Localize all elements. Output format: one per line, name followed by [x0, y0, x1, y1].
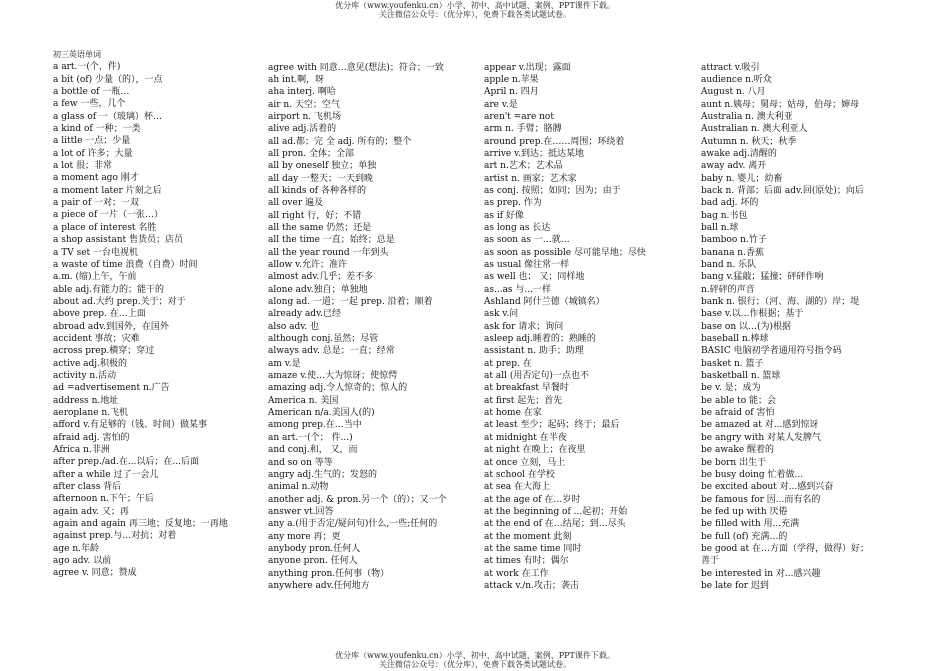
vocab-entry: at times 有时；偶尔 — [484, 556, 569, 567]
vocab-entry: a waste of time 浪费（自费）时间 — [53, 259, 198, 270]
vocab-entry: n.砰砰的声音 — [701, 284, 755, 295]
vocab-entry: at least 至少；起码；终于；最后 — [484, 420, 620, 431]
vocab-entry: are v.是 — [484, 99, 518, 110]
vocab-entry: appear v.出现；露面 — [484, 62, 571, 73]
footer-line-2: 关注微信公众号：（优分库），免费下载各类试题试卷。 — [379, 660, 571, 669]
vocab-entry: aeroplane n.飞机 — [53, 407, 129, 418]
vocab-entry: able adj.有能力的；能干的 — [53, 284, 164, 295]
vocab-entry: at the same time 同时 — [484, 543, 582, 554]
vocab-entry: after a while 过了一会儿 — [53, 469, 159, 480]
vocab-entry: a moment ago 刚才 — [53, 173, 139, 184]
vocab-entry: am v.是 — [268, 358, 301, 369]
vocab-entry: always adv. 总是；一直；经常 — [268, 346, 395, 357]
vocab-entry: at midnight 在半夜 — [484, 432, 567, 443]
vocab-entry: after class 背后 — [53, 482, 122, 493]
vocab-entry: as soon as possible 尽可能早地；尽快 — [484, 247, 646, 258]
vocab-entry: all pron. 全体；全部 — [268, 148, 354, 159]
vocab-entry: all over 遍及 — [268, 198, 323, 209]
vocab-entry: America n. 美国 — [268, 395, 339, 406]
vocab-entry: be excited about 对...感到兴奋 — [701, 482, 834, 493]
vocab-entry: anyone pron. 任何人 — [268, 556, 358, 567]
vocab-entry: attack v./n.攻击；袭击 — [484, 580, 579, 591]
vocab-entry: be good at 在…方面（学得，做得）好； — [701, 543, 870, 554]
vocab-entry: ah int.啊，呀 — [268, 74, 325, 85]
vocab-entry: a little 一点；少量 — [53, 136, 131, 147]
vocab-entry: be v. 是；成为 — [701, 383, 761, 394]
vocab-entry: base v.以...作根据；基于 — [701, 309, 804, 320]
vocab-entry: away adv. 离开 — [701, 161, 767, 172]
vocab-entry: BASIC 电脑初学者通用符号指令码 — [701, 346, 842, 357]
vocab-entry: across prep.横穿；穿过 — [53, 346, 155, 357]
vocab-entry: base on 以…(为)根据 — [701, 321, 792, 332]
vocab-entry: after prep./ad.在...以后；在...后面 — [53, 457, 199, 468]
vocab-entry: assistant n. 助手；助理 — [484, 346, 584, 357]
vocab-entry: attract v.吸引 — [701, 62, 760, 73]
vocab-entry: at home 在家 — [484, 408, 542, 419]
vocab-entry: as...as 与...一样 — [484, 284, 551, 295]
vocab-entry: at breakfast 早餐时 — [484, 383, 569, 394]
vocab-entry: ago adv. 以前 — [53, 556, 112, 567]
vocab-entry: ball n.球 — [701, 222, 739, 233]
vocab-entry: agree with 同意…意见(想法)；符合；一致 — [268, 62, 444, 73]
vocab-entry: American n/a.美国人(的) — [268, 408, 375, 419]
vocab-entry: angry adj.生气的；发怒的 — [268, 469, 377, 480]
vocab-column-3 — [484, 62, 684, 593]
vocab-entry: ad =advertisement n.广告 — [53, 383, 170, 394]
vocab-entry: all right 行，好；不错 — [268, 210, 362, 221]
vocab-entry: ask v.问 — [484, 309, 519, 320]
vocab-entry: at first 起先；首先 — [484, 395, 563, 406]
vocab-entry: a shop assistant 售货员；店员 — [53, 235, 184, 246]
vocab-entry: 善于 — [701, 556, 720, 567]
vocab-entry: although conj.虽然；尽管 — [268, 334, 379, 345]
vocab-entry: amazing adj.令人惊奇的；惊人的 — [268, 383, 408, 394]
vocab-entry: anywhere adv.任何地方 — [268, 580, 370, 591]
vocab-entry: abroad adv.到国外，在国外 — [53, 321, 169, 332]
vocab-entry: at prep. 在 — [484, 358, 532, 369]
vocab-entry: be famous for 因...而有名的 — [701, 494, 821, 505]
vocab-entry: as usual 像往常一样 — [484, 260, 570, 270]
vocab-entry: at the age of 在…岁时 — [484, 494, 581, 505]
vocab-entry: bad adj. 坏的 — [701, 198, 759, 209]
vocab-entry: all the year round 一年到头 — [268, 247, 389, 258]
vocab-entry: at the beginning of ...起初；开始 — [484, 506, 628, 517]
vocab-entry: answer vt.回答 — [268, 506, 334, 517]
vocab-entry: afford v.有足够的（钱、时间）做某事 — [53, 420, 207, 431]
vocab-entry: Autumn n. 秋天；秋季 — [701, 136, 797, 147]
vocab-entry: a moment later 片刻之后 — [53, 185, 162, 196]
vocab-entry: be angry with 对某人发脾气 — [701, 432, 821, 443]
vocab-entry: a lot of 许多；大量 — [53, 148, 133, 159]
vocab-entry: again adv. 又；再 — [53, 506, 129, 517]
vocab-entry: be able to 能；会 — [701, 395, 777, 406]
vocab-entry: active adj.积极的 — [53, 358, 127, 369]
vocab-entry: anybody pron.任何人 — [268, 543, 361, 554]
vocab-entry: band n. 乐队 — [701, 260, 757, 270]
vocab-entry: basketball n. 篮球 — [701, 371, 781, 382]
vocab-column-2 — [268, 62, 468, 593]
vocab-entry: a glass of 一（玻璃）杯… — [53, 111, 162, 122]
vocab-entry: all the time 一直；始终；总是 — [268, 235, 395, 246]
vocab-entry: aha interj. 啊哈 — [268, 87, 336, 98]
vocab-entry: a piece of 一片（一张…） — [53, 210, 164, 221]
vocab-entry: already adv.已经 — [268, 309, 341, 320]
vocab-entry: be fed up with 厌倦 — [701, 506, 788, 517]
vocab-entry: artist n. 画家；艺术家 — [484, 173, 577, 184]
vocab-entry: afraid adj. 害怕的 — [53, 432, 130, 443]
vocab-entry: anything pron.任何事（物） — [268, 568, 390, 579]
vocab-entry: a bottle of 一瓶… — [53, 87, 130, 98]
vocab-entry: bamboo n.竹子 — [701, 235, 767, 246]
vocab-entry: be filled with 用...充满 — [701, 519, 800, 530]
list-title: 初三英语单词 — [53, 50, 101, 59]
vocab-entry: audience n.听众 — [701, 74, 772, 85]
vocab-entry: and so on 等等 — [268, 457, 333, 468]
vocab-entry: baseball n.棒球 — [701, 334, 769, 345]
vocab-entry: be awake 醒着的 — [701, 445, 775, 456]
header-line-1: 优分库（www.youfenku.cn）小学、初中、高中试题、案例、PPT课件下载。 — [335, 1, 615, 10]
vocab-entry: amaze v.使…大为惊讶；使惊愕 — [268, 371, 398, 382]
vocab-entry: at work 在工作 — [484, 568, 549, 579]
vocab-entry: April n. 四月 — [484, 87, 539, 98]
header-line-2: 关注微信公众号：（优分库），免费下载各类试题试卷。 — [379, 10, 571, 19]
vocab-entry: a.m. (缩)上午，午前 — [53, 272, 137, 283]
vocab-entry: against prep.与…对抗；对着 — [53, 531, 177, 542]
vocab-entry: arm n. 手臂；胳膊 — [484, 124, 562, 135]
vocab-column-4 — [701, 62, 901, 593]
footer-line-1: 优分库（www.youfenku.cn）小学、初中、高中试题、案例、PPT课件下载。 — [335, 651, 615, 660]
vocab-entry: banana n.香蕉 — [701, 247, 764, 258]
vocab-entry: as long as 长达 — [484, 222, 551, 233]
vocab-entry: asleep adj.睡着的；熟睡的 — [484, 334, 596, 345]
vocab-entry: at night 在晚上；在夜里 — [484, 445, 586, 456]
vocab-entry: around prep.在……周围；环绕着 — [484, 136, 625, 147]
vocab-entry: alive adj.活着的 — [268, 124, 337, 135]
vocab-entry: all kinds of 各种各样的 — [268, 185, 366, 196]
vocab-entry: again and again 再三地；反复地；一再地 — [53, 519, 228, 530]
vocab-entry: another adj. & pron.另一个（的）；又一个 — [268, 494, 447, 505]
vocab-entry: almost adv.几乎；差不多 — [268, 272, 374, 283]
vocab-entry: be interested in 对...感兴趣 — [701, 568, 821, 579]
vocab-entry: be busy doing 忙着做... — [701, 469, 804, 480]
vocab-entry: at once 立刻，马上 — [484, 457, 566, 468]
vocab-entry: an art.一(个； 件...) — [268, 432, 353, 443]
vocab-entry: address n.地址 — [53, 395, 119, 406]
vocab-entry: about ad.大约 prep.关于；对于 — [53, 296, 186, 307]
vocab-entry: at school 在学校 — [484, 469, 555, 480]
vocab-entry: air n. 天空；空气 — [268, 99, 340, 110]
vocab-entry: be afraid of 害怕 — [701, 408, 775, 419]
vocab-entry: and conj.和， 又，而 — [268, 445, 358, 456]
page-footer — [0, 651, 950, 669]
vocab-entry: a lot 很；非常 — [53, 161, 113, 172]
vocab-entry: allow v.允许；准许 — [268, 260, 347, 270]
vocab-entry: at the end of 在…结尾；到…尽头 — [484, 519, 626, 530]
page-header — [0, 1, 950, 19]
vocab-entry: all by oneself 独立；单独 — [268, 161, 377, 172]
vocab-entry: as soon as 一…就… — [484, 235, 570, 246]
vocab-entry: be full (of) 充满…的 — [701, 531, 788, 542]
vocab-entry: art n.艺术；艺术品 — [484, 161, 563, 172]
vocab-entry: awake adj.清醒的 — [701, 148, 777, 159]
vocab-entry: ask for 请求；询问 — [484, 321, 564, 332]
vocab-entry: baby n. 婴儿；幼畜 — [701, 173, 783, 184]
vocab-entry: above prep. 在…上面 — [53, 309, 146, 320]
vocab-entry: aunt n.姨母；舅母；姑母，伯母；婶母 — [701, 99, 860, 110]
vocab-entry: Australian n. 澳大利亚人 — [701, 124, 808, 135]
vocab-entry: at the moment 此刻 — [484, 531, 572, 542]
vocab-column-1 — [53, 49, 253, 580]
vocab-entry: alone adv.独自；单独地 — [268, 284, 368, 295]
vocab-entry: animal n.动物 — [268, 482, 329, 493]
vocab-entry: a TV set 一台电视机 — [53, 247, 139, 258]
vocab-entry: any more 再；更 — [268, 531, 341, 542]
vocab-entry: all the same 仍然；还是 — [268, 222, 372, 233]
vocab-entry: be born 出生于 — [701, 457, 767, 468]
vocab-entry: as well 也； 又；同样地 — [484, 272, 585, 283]
vocab-entry: a place of interest 名胜 — [53, 222, 157, 233]
vocab-entry: activity n.活动 — [53, 370, 117, 381]
vocab-entry: a art.一(个，件) — [53, 62, 121, 73]
vocab-entry: a few 一些，几个 — [53, 99, 126, 110]
vocab-entry: bank n. 银行；（河、海、湖的）岸；堤 — [701, 297, 860, 308]
vocab-entry: as if 好像 — [484, 210, 524, 221]
vocab-entry: be amazed at 对...感到惊讶 — [701, 420, 819, 431]
vocab-entry: a kind of 一种；一类 — [53, 124, 141, 135]
vocab-entry: all ad.都；完 全 adj. 所有的；整个 — [268, 136, 412, 147]
vocab-entry: aren't =are not — [484, 111, 554, 122]
vocab-entry: arrive v.到达；抵达某地 — [484, 148, 584, 159]
vocab-entry: Africa n.非洲 — [53, 445, 110, 455]
vocab-entry: at all (用否定句)一点也不 — [484, 371, 589, 382]
vocab-entry: airport n. 飞机场 — [268, 111, 342, 122]
vocab-entry: Ashland 阿什兰德（城镇名） — [484, 297, 605, 308]
vocab-entry: along ad. 一道；一起 prep. 沿着；顺着 — [268, 297, 433, 308]
vocab-entry: agree v. 同意；赞成 — [53, 568, 137, 579]
vocab-entry: as conj. 按照；如同；因为；由于 — [484, 185, 621, 196]
vocab-entry: accident 事故；灾难 — [53, 333, 140, 344]
vocab-entry: be late for 迟到 — [701, 580, 769, 591]
vocab-entry: afternoon n.下午；午后 — [53, 494, 154, 505]
vocab-entry: age n.年龄 — [53, 543, 99, 554]
vocab-entry: bang v.猛敲；猛撞；砰砰作响 — [701, 272, 824, 283]
vocab-entry: all day 一整天；一天到晚 — [268, 173, 374, 184]
vocab-entry: a bit (of) 少量（的），一点 — [53, 74, 163, 85]
vocab-entry: among prep.在…当中 — [268, 420, 362, 431]
vocab-entry: apple n.苹果 — [484, 74, 539, 85]
vocab-entry: at sea 在大海上 — [484, 482, 551, 493]
vocab-entry: back n. 背部；后面 adv.回(原处)；向后 — [701, 185, 864, 196]
vocab-entry: a pair of 一对；一双 — [53, 198, 140, 209]
vocab-entry: basket n. 篮子 — [701, 358, 764, 369]
vocab-entry: also adv. 也 — [268, 321, 320, 332]
vocab-entry: August n. 八月 — [701, 87, 766, 98]
vocab-entry: Australia n. 澳大利亚 — [701, 111, 793, 122]
vocab-entry: any a.(用于否定/疑问句)什么,一些;任何的 — [268, 519, 438, 530]
vocab-entry: as prep. 作为 — [484, 198, 542, 209]
vocab-entry: bag n.书包 — [701, 210, 748, 221]
